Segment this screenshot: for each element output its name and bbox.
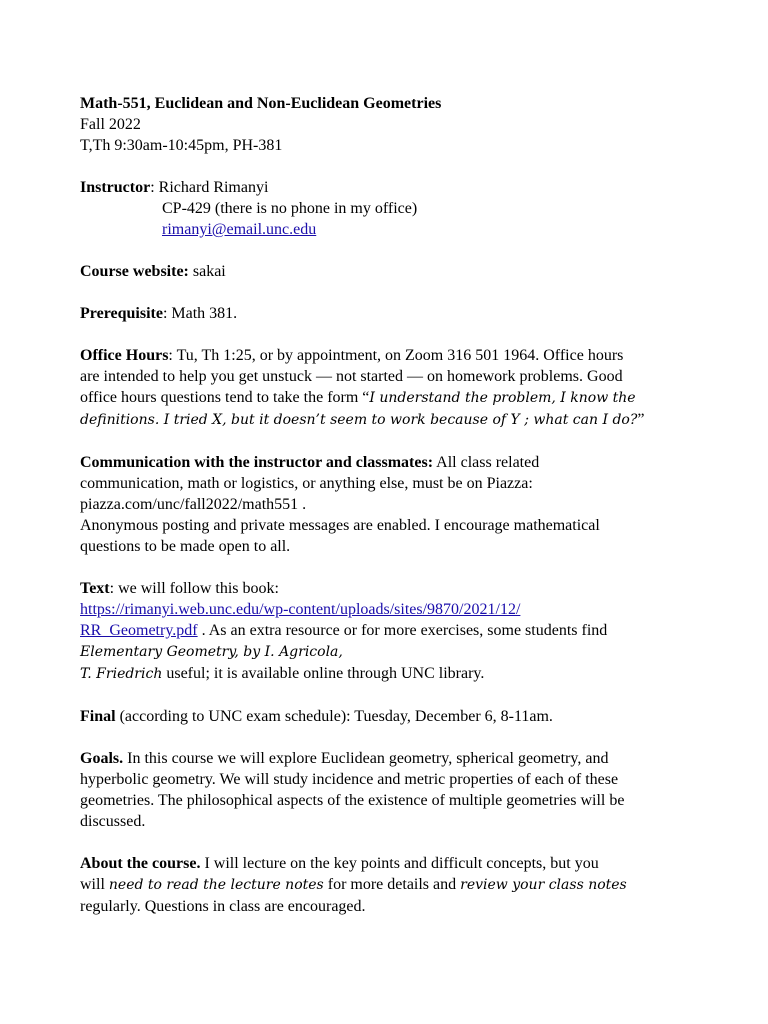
- syllabus-body: [80, 93, 700, 917]
- communication-line-5: questions to be made open to all.: [80, 538, 291, 555]
- goals-line-3: geometries. The philosophical aspects of the existence of multiple geometries will be: [80, 792, 625, 809]
- instructor-line: [80, 177, 700, 198]
- instructor-name: : Richard Rimanyi: [150, 179, 269, 196]
- communication-line-4: Anonymous posting and private messages are enabled. I encourage mathematical: [80, 517, 600, 534]
- office-hours-line-4: [80, 409, 700, 431]
- final-line: [80, 706, 700, 727]
- text-after-url: . As an extra resource or for more exercises, some students find: [197, 622, 608, 639]
- course-website-value: sakai: [188, 263, 226, 280]
- text-line-1: [80, 578, 700, 599]
- prerequisite-line: [80, 303, 700, 324]
- about-line-1: [80, 853, 700, 874]
- book-url-link-part-2[interactable]: RR_Geometry.pdf: [80, 622, 198, 639]
- text-intro: : we will follow this book:: [109, 580, 279, 597]
- office-hours-label: Office Hours: [80, 347, 169, 364]
- about-label: About the course.: [80, 855, 201, 872]
- instructor-label: Instructor: [80, 179, 151, 196]
- instructor-office: CP-429 (there is no phone in my office): [162, 200, 418, 217]
- office-hours-quote-end: ”: [637, 411, 645, 428]
- office-hours-line-3: [80, 387, 700, 409]
- book-reference-2: T. Friedrich: [80, 666, 163, 682]
- about-line-3: regularly. Questions in class are encouraged.: [80, 898, 366, 915]
- about-italic-1: need to read the lecture notes: [108, 877, 324, 893]
- about-line-2: [80, 874, 700, 896]
- final-value: (according to UNC exam schedule): Tuesday, December 6, 8-11am.: [115, 708, 553, 725]
- text-label: Text: [80, 580, 110, 597]
- goals-line-2: hyperbolic geometry. We will study incidence and metric properties of each of these: [80, 771, 619, 788]
- instructor-email-line: [80, 219, 700, 240]
- communication-line-2: communication, math or logistics, or anything else, must be on Piazza:: [80, 475, 533, 492]
- goals-label: Goals.: [80, 750, 124, 767]
- term: Fall 2022: [80, 116, 141, 133]
- instructor-email-link[interactable]: rimanyi@email.unc.edu: [162, 221, 317, 238]
- about-text-2b: for more details and: [323, 876, 461, 893]
- prerequisite-label: Prerequisite: [80, 305, 163, 322]
- goals-line-1: [80, 748, 700, 769]
- communication-line-1: [80, 452, 700, 473]
- goals-line-4: discussed.: [80, 813, 146, 830]
- course-title-line: [80, 93, 700, 114]
- office-hours-text-3: office hours questions tend to take the form “: [80, 389, 370, 406]
- office-hours-quote-1: I understand the problem, I know the: [369, 390, 636, 406]
- book-reference-1: Elementary Geometry, by I. Agricola,: [80, 644, 343, 660]
- office-hours-line-2: are intended to help you get unstuck — not started — on homework problems. Good: [80, 368, 623, 385]
- book-url-link-part-1[interactable]: https://rimanyi.web.unc.edu/wp-content/uploads/sites/9870/2021/12/: [80, 601, 521, 618]
- about-text-1: I will lecture on the key points and difficult concepts, but you: [200, 855, 599, 872]
- communication-line-3: piazza.com/unc/fall2022/math551 .: [80, 496, 307, 513]
- text-line-2: [80, 599, 700, 620]
- course-website-line: [80, 261, 700, 282]
- communication-label: Communication with the instructor and classmates:: [80, 454, 434, 471]
- text-line-5: [80, 663, 700, 685]
- office-hours-text-1: : Tu, Th 1:25, or by appointment, on Zoom 316 501 1964. Office hours: [168, 347, 624, 364]
- about-italic-2: review your class notes: [460, 877, 627, 893]
- office-hours-quote-2: definitions. I tried X, but it doesn’t seem to work because of Y ; what can I do?: [80, 412, 638, 428]
- text-line-4: [80, 641, 700, 663]
- communication-text-1: All class related: [433, 454, 540, 471]
- goals-text-1: In this course we will explore Euclidean geometry, spherical geometry, and: [123, 750, 609, 767]
- final-label: Final: [80, 708, 116, 725]
- office-hours-line-1: [80, 345, 700, 366]
- prerequisite-value: : Math 381.: [162, 305, 238, 322]
- course-title: Math-551, Euclidean and Non-Euclidean Geometries: [80, 95, 442, 112]
- about-text-2a: will: [80, 876, 109, 893]
- text-after-book: useful; it is available online through UNC library.: [162, 665, 485, 682]
- schedule: T,Th 9:30am-10:45pm, PH-381: [80, 137, 283, 154]
- text-line-3: [80, 620, 700, 641]
- course-website-label: Course website:: [80, 263, 189, 280]
